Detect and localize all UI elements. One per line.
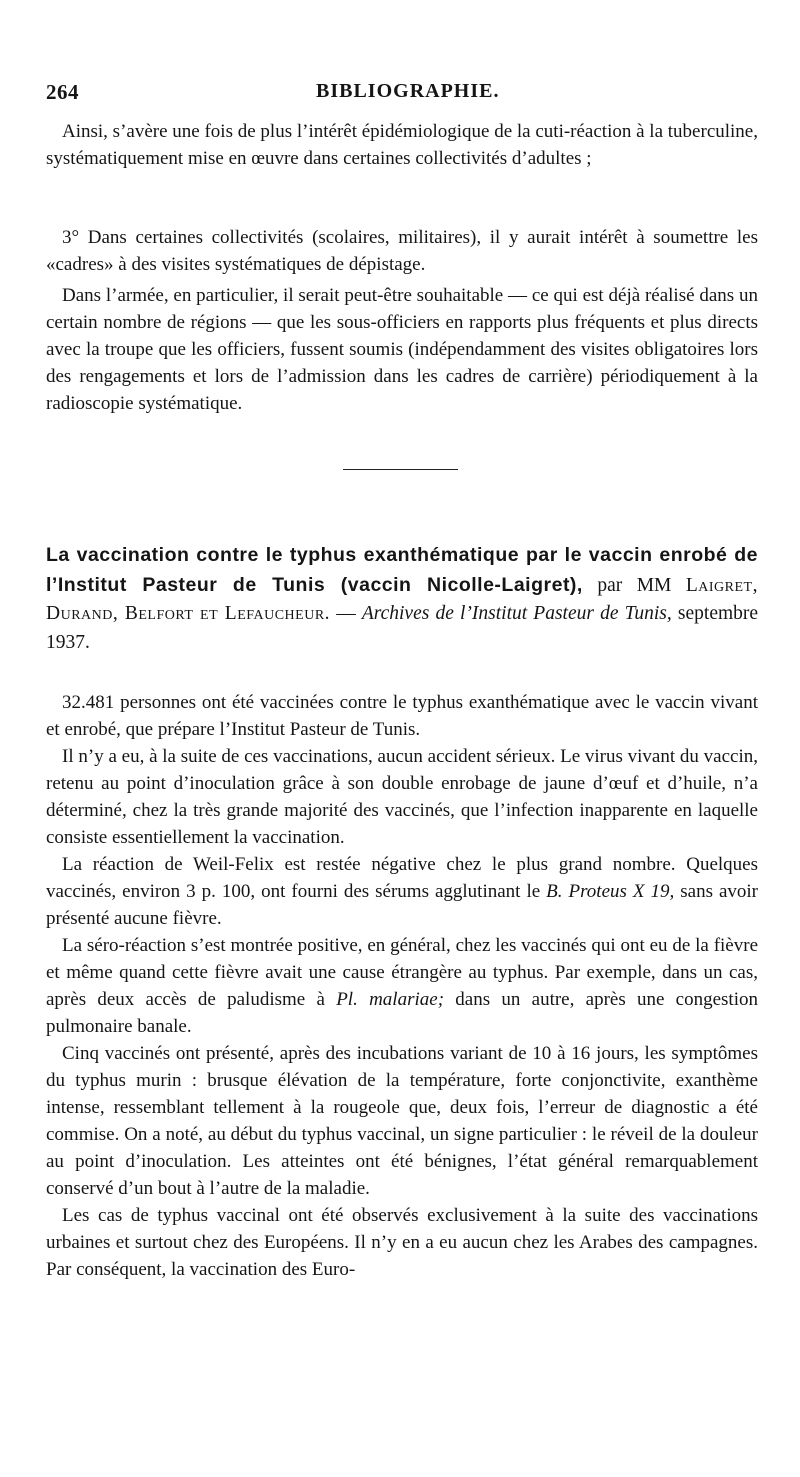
article-title: La vaccination contre le typhus exanthématique par le vaccin enrobé de l’Institut Pasteur de Tunis (vaccin Nicolle-Laigret), bbox=[46, 544, 758, 596]
body-paragraph-sero bbox=[46, 932, 758, 1040]
sero-text: La séro-réaction s’est montrée positive, en général, chez les vaccinés qui ont eu de la fièvre et même quand cette fièvre avait une cause étrangère au typhus. Par exemple, dans un cas, après deux accès de paludisme à bbox=[46, 935, 758, 1010]
section-title: BIBLIOGRAPHIE. bbox=[316, 80, 500, 102]
article-body bbox=[46, 689, 758, 1283]
article-date: septembre 1937. bbox=[46, 603, 759, 653]
article-journal: Archives de l’Institut Pasteur de Tunis, bbox=[361, 603, 672, 624]
body-paragraph: Les cas de typhus vaccinal ont été observés exclusivement à la suite des vaccinations urbaines et surtout chez des Européens. Il n’y en a eu aucun chez les Arabes des campagnes. Par conséquent, la vaccination des Euro- bbox=[46, 1205, 758, 1280]
weil-felix-end: sans avoir présenté aucune fièvre. bbox=[46, 881, 759, 929]
paragraph-text: 3° Dans certaines collectivités (scolaires, militaires), il y aurait intérêt à soumettre les «cadres» à des visites systématiques de dépistage. bbox=[46, 227, 758, 275]
weil-felix-text: La réaction de Weil-Felix est restée négative chez le plus grand nombre. Quelques vaccinés, environ 3 p. 100, ont fourni des sérums agglutinant le bbox=[46, 854, 758, 902]
section-divider bbox=[343, 469, 458, 470]
article-citation bbox=[46, 541, 758, 657]
body-paragraph: Cinq vaccinés ont présenté, après des incubations variant de 10 à 16 jours, les symptômes du typhus murin : brusque élévation de la température, forte conjonctivite, exanthème intense, ressemblant tellement à la rougeole que, deux fois, l’erreur de diagnostic a été commise. On a noté, au début du typhus vaccinal, un signe particulier : le réveil de la douleur au point d’inoculation. Les atteintes ont été bénignes, l’état général remarquablement conservé d’un bout à l’autre de la maladie. bbox=[46, 1043, 758, 1199]
sero-end: dans un autre, après une congestion pulmonaire banale. bbox=[46, 989, 758, 1037]
malariae-name: Pl. malariae; bbox=[336, 989, 445, 1010]
running-header bbox=[46, 80, 758, 114]
proteus-name: B. Proteus X 19, bbox=[546, 881, 675, 902]
paragraph-point-3 bbox=[46, 224, 758, 278]
body-paragraph: Il n’y a eu, à la suite de ces vaccinations, aucun accident sérieux. Le virus vivant du vaccin, retenu au point d’inoculation grâce à son double enrobage de jaune d’œuf et d’huile, n’a déterminé, chez la très grande majorité des vaccinés, que l’infection inapparente en laquelle consiste essentiellement la vaccination. bbox=[46, 746, 758, 848]
paragraph-intro bbox=[46, 118, 758, 172]
article-dash: — bbox=[336, 603, 356, 624]
paragraph-text: Ainsi, s’avère une fois de plus l’intérêt épidémiologique de la cuti-réaction à la tuberculine, systématiquement mise en œuvre dans certaines collectivités d’adultes ; bbox=[46, 121, 758, 169]
article-authors: Laigret, Durand, Belfort et Lefaucheur. bbox=[46, 574, 758, 624]
body-paragraph-weil-felix bbox=[46, 851, 758, 932]
paragraph-army bbox=[46, 282, 758, 417]
article-title-block bbox=[46, 541, 758, 657]
body-paragraph: 32.481 personnes ont été vaccinées contre le typhus exanthématique avec le vaccin vivant et enrobé, que prépare l’Institut Pasteur de Tunis. bbox=[46, 692, 758, 740]
page-number: 264 bbox=[46, 80, 79, 104]
paragraph-text: Dans l’armée, en particulier, il serait peut-être souhaitable — ce qui est déjà réalisé dans un certain nombre de régions — que les sous-officiers en rapports plus fréquents et plus directs avec la troupe que les officiers, fussent soumis (indépendamment des visites obligatoires lors des rengagements et lors de l’admission dans les cadres de carrière) périodiquement à la radioscopie systématique. bbox=[46, 285, 758, 414]
article-by: par MM bbox=[597, 574, 672, 596]
